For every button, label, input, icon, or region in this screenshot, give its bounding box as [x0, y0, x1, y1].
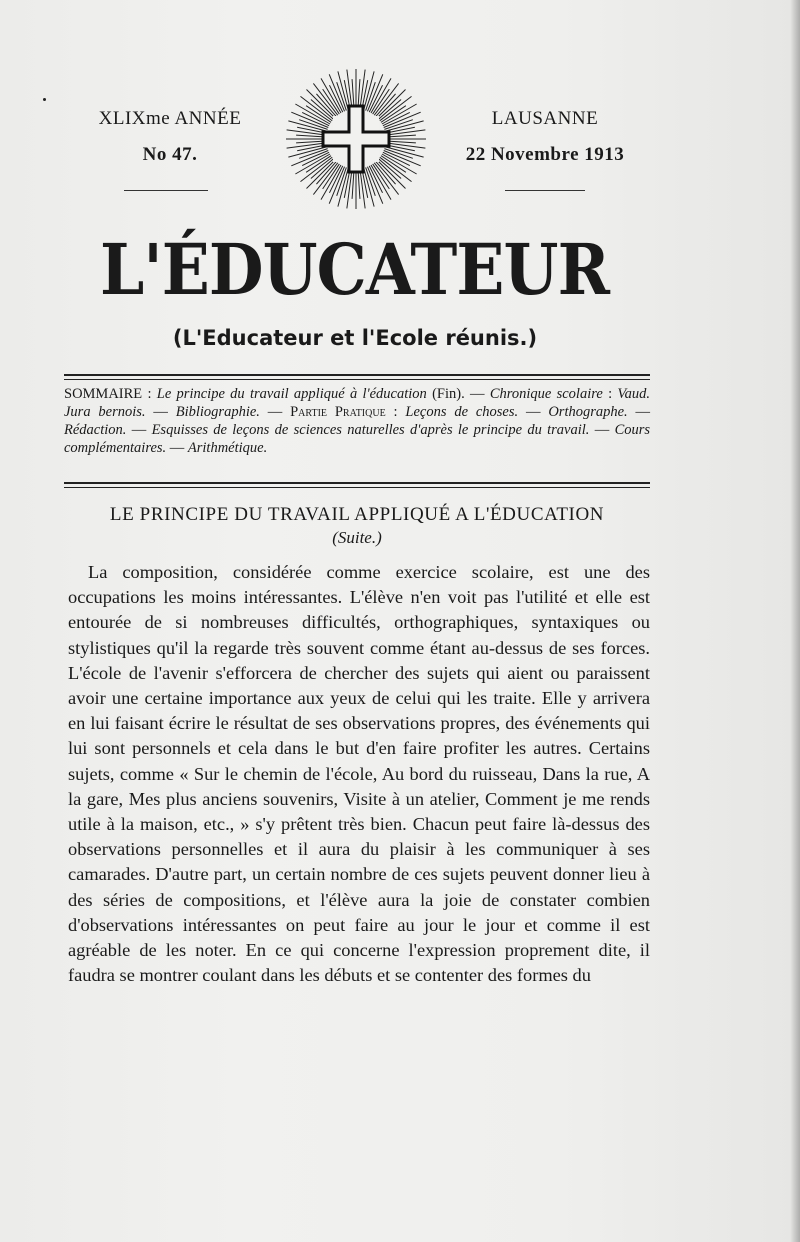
toc-item: Chronique scolaire: [489, 386, 603, 402]
masthead-subtitle: (L'Educateur et l'Ecole réunis.): [172, 326, 538, 350]
sunburst-ray: [383, 112, 410, 125]
toc-item: Orthographe.: [548, 404, 628, 420]
rule-top: [64, 374, 650, 380]
sunburst-ray: [347, 70, 352, 110]
toc-item: Esquisses de leçons de sciences naturelles d'après le principe du travail.: [151, 422, 590, 438]
city-label: LAUSANNE: [491, 108, 599, 129]
speck: [43, 98, 46, 101]
article-body: [68, 560, 650, 988]
year-label: XLIXme ANNÉE: [98, 108, 242, 129]
rule-bottom: [64, 482, 650, 488]
toc-item: Bibliographie.: [175, 404, 260, 420]
swiss-cross-emblem-icon: [283, 66, 429, 212]
issue-number: No 47.: [142, 144, 198, 165]
header-left: [90, 108, 250, 166]
toc-item: Rédaction.: [64, 422, 127, 438]
sunburst-ray: [360, 169, 365, 209]
toc-item: Leçons de choses.: [405, 404, 519, 420]
sunburst-ray: [287, 143, 327, 148]
sunburst-ray: [329, 166, 342, 193]
header-right-rule: [505, 190, 585, 191]
sunburst-ray: [347, 169, 352, 209]
paragraph: La composition, considérée comme exercice scolaire, est une des occupations les moins intéressantes. L'élève n'en voit pas l'utilité et elle est entourée de si nombreuses difficultés, orthographiques, syntaxiques ou stylistiques qu'il la regarde très souvent comme étant au-dessus de ses forces. L'école de l'avenir s'efforcera de chercher des sujets qui aient ou paraissent avoir une certaine importance aux yeux de celui qui les traite. Elle y arrivera en lui faisant écrire le résultat de ses observations propres, des événements qui lui sont personnels et cela dans le but d'en faire profiter les autres. Certains sujets, comme « Sur le chemin de l'école, Au bord du ruisseau, Dans la rue, A la gare, Mes plus anciens souvenirs, Visite à un atelier, Comment je me rends utile à la maison, etc., » s'y prêtent très bien. Chacun peut faire là-dessus des observations personnelles et il aura du plaisir à les communiquer à ses camarades. D'autre part, un certain nombre de ces sujets peuvent donner lieu à des séries de compositions, et l'élève aura la joie de constater combien d'observations intéressantes on peut faire au jour le jour et comme il est agréable de les noter. En ce qui concerne l'expression proprement dite, il faudra se montrer coulant dans les débuts et se contenter des formes du: [68, 562, 650, 986]
header-left-rule: [124, 190, 208, 191]
sunburst-ray: [386, 143, 426, 148]
toc-item: Cours complémentaires.: [64, 422, 651, 456]
sunburst-ray: [369, 85, 382, 112]
toc-label: SOMMAIRE :: [64, 386, 152, 402]
sunburst-ray: [287, 130, 327, 135]
sunburst-ray: [383, 152, 410, 165]
sunburst-ray: [302, 152, 329, 165]
sunburst-ray: [360, 70, 365, 110]
toc-item: Le principe du travail appliqué à l'éducation: [156, 386, 427, 402]
sunburst-ray: [329, 85, 342, 112]
sunburst-ray: [369, 166, 382, 193]
page-edge: [790, 0, 800, 1242]
table-of-contents: SOMMAIRE : Le principe du travail appliqué à l'éducation (Fin). — Chronique scolaire : Vaud. Jura bernois. — Bibliographie. — Partie Pratique : Leçons de choses. — Orthographe. — Rédaction. — Esquisses de leçons de sciences naturelles d'après le principe du travail. — Cours complémentaires. — Arithmétique.: [64, 386, 651, 456]
sunburst-ray: [302, 112, 329, 125]
issue-date: 22 Novembre 1913: [465, 144, 625, 165]
masthead-title: L'ÉDUCATEUR: [99, 228, 610, 311]
sunburst-ray: [386, 130, 426, 135]
toc-item: Vaud. Jura bernois.: [64, 386, 651, 420]
article-suite: (Suite.): [332, 528, 382, 547]
toc-item: Arithmétique.: [187, 440, 268, 456]
toc-item: (Fin).: [432, 386, 465, 402]
header-right: [440, 108, 650, 166]
toc-section: Partie Pratique :: [290, 404, 398, 420]
article-title: LE PRINCIPE DU TRAVAIL APPLIQUÉ A L'ÉDUCATION: [109, 504, 605, 525]
